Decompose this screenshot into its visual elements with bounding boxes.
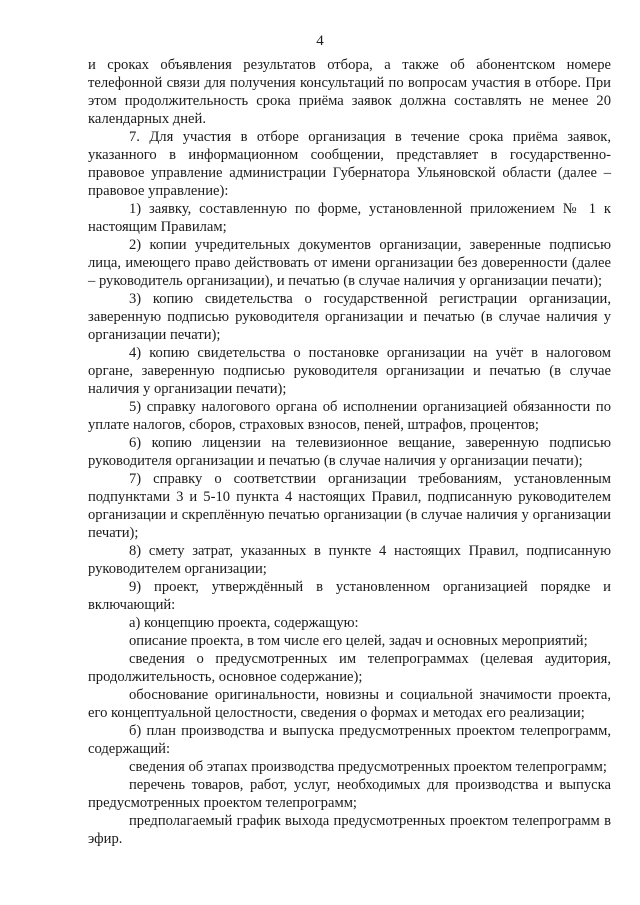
paragraph: и сроках объявления результатов отбора, а также об абонентском номере телефонной связи для получения консультаций по вопросам участия в отборе. При этом продолжительность срока приёма заявок должна составлять не менее 20 календарных дней.: [88, 57, 611, 127]
list-item: 3) копию свидетельства о государственной регистрации организации, заверенную подписью руководителя организации и печатью (в случае наличия у организации печати);: [88, 291, 611, 343]
sub-list-item: сведения об этапах производства предусмотренных проектом телепрограмм;: [129, 759, 607, 775]
sub-list-item: предполагаемый график выхода предусмотренных проектом телепрограмм в эфир.: [88, 813, 611, 847]
sub-list-item: перечень товаров, работ, услуг, необходимых для производства и выпуска предусмотренных проектом телепрограмм;: [88, 777, 611, 811]
list-item: 9) проект, утверждённый в установленном организацией порядке и включающий:: [88, 579, 611, 613]
list-item: 2) копии учредительных документов организации, заверенные подписью лица, имеющего право действовать от имени организации без доверенности (далее – руководитель организации), и печатью (в случае наличия у организации печати);: [88, 237, 611, 289]
sub-list-item: б) план производства и выпуска предусмотренных проектом телепрограмм, содержащий:: [88, 723, 611, 757]
sub-list-item: а) концепцию проекта, содержащую:: [129, 615, 359, 631]
paragraph: 7. Для участия в отборе организация в течение срока приёма заявок, указанного в информационном сообщении, представляет в государственно-правовое управление администрации Губернатора Ульяновской области (далее – правовое управление):: [88, 129, 611, 199]
list-item: 5) справку налогового органа об исполнении организацией обязанности по уплате налогов, сборов, страховых взносов, пеней, штрафов, процентов;: [88, 399, 611, 433]
list-item: 1) заявку, составленную по форме, установленной приложением № 1 к настоящим Правилам;: [88, 201, 611, 235]
page-number: 4: [316, 33, 324, 49]
list-item: 4) копию свидетельства о постановке организации на учёт в налоговом органе, заверенную подписью руководителя организации и печатью (в случае наличия у организации печати);: [88, 345, 611, 397]
list-item: 8) смету затрат, указанных в пункте 4 настоящих Правил, подписанную руководителем организации;: [88, 543, 611, 577]
list-item: 7) справку о соответствии организации требованиям, установленным подпунктами 3 и 5-10 пункта 4 настоящих Правил, подписанную руководителем организации и скреплённую печатью организации (в случае наличия у организации печати);: [88, 471, 611, 541]
sub-list-item: сведения о предусмотренных им телепрограммах (целевая аудитория, продолжительность, основное содержание);: [88, 651, 611, 685]
document-body: [88, 56, 611, 848]
sub-list-item: описание проекта, в том числе его целей, задач и основных мероприятий;: [129, 633, 588, 649]
sub-list-item: обоснование оригинальности, новизны и социальной значимости проекта, его концептуальной целостности, сведения о формах и методах его реализации;: [88, 687, 611, 721]
list-item: 6) копию лицензии на телевизионное вещание, заверенную подписью руководителя организации и печатью (в случае наличия у организации печати);: [88, 435, 611, 469]
